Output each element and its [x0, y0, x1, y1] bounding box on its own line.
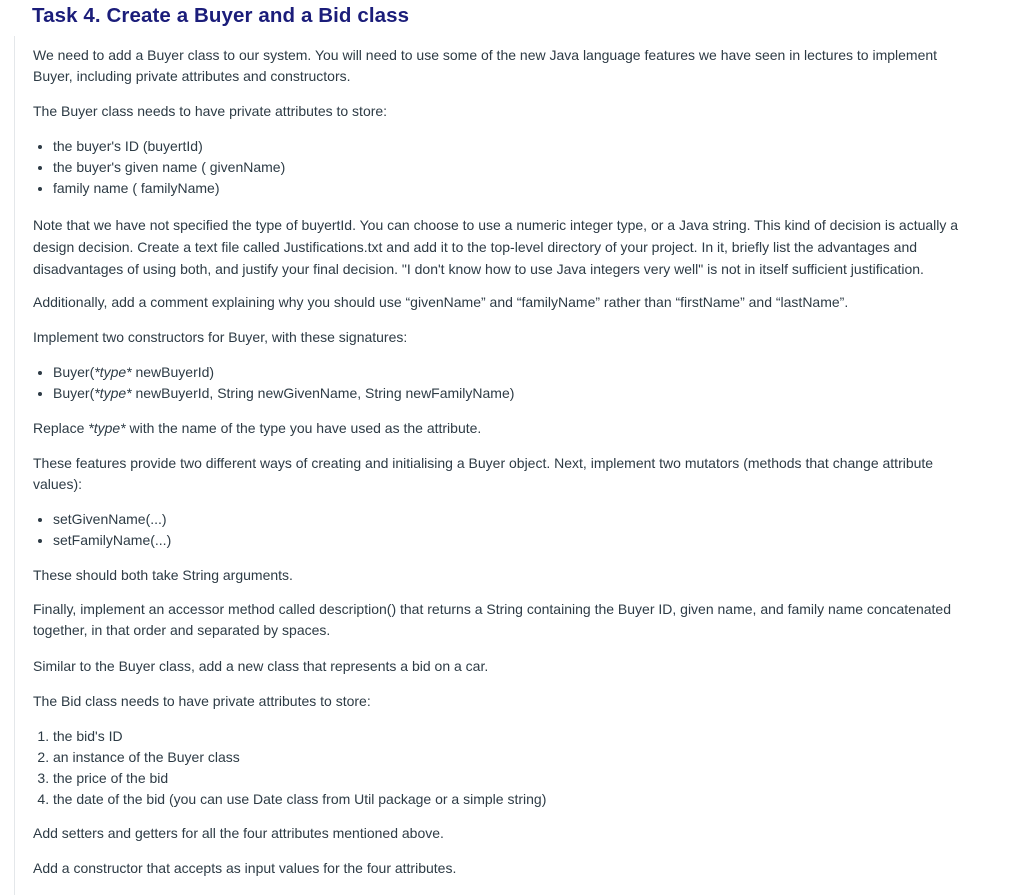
- constructor-paragraph: Add a constructor that accepts as input values for the four attributes.: [33, 860, 457, 876]
- comment-paragraph: Additionally, add a comment explaining why you should use “givenName” and “familyName” rather than “firstName” and “lastName”.: [33, 294, 849, 310]
- list-item: [53, 383, 993, 404]
- intro-paragraph: We need to add a Buyer class to our system. You will need to use some of the new Java language features we have seen in lectures to implement Buyer, including private attributes and constructors.: [33, 47, 938, 84]
- list-item: [53, 362, 993, 383]
- list-item: 2. an instance of the Buyer class: [53, 747, 993, 768]
- constructor-prefix: Buyer(: [53, 364, 95, 380]
- task-content: [14, 36, 1024, 895]
- bid-class-intro: Similar to the Buyer class, add a new class that represents a bid on a car.: [33, 658, 489, 674]
- setters-getters-paragraph: Add setters and getters for all the four attributes mentioned above.: [33, 825, 444, 841]
- list-item: • setFamilyName(...): [53, 530, 993, 551]
- type-placeholder: *type*: [94, 385, 132, 401]
- page-title: Task 4. Create a Buyer and a Bid class: [32, 4, 410, 27]
- type-placeholder: *type*: [88, 420, 126, 436]
- list-item: 1. the bid's ID: [53, 726, 993, 747]
- list-item: 4. the date of the bid (you can use Date class from Util package or a simple string): [53, 789, 993, 810]
- constructor-params: newBuyerId, String newGivenName, String newFamilyName): [131, 385, 515, 401]
- string-arguments-paragraph: These should both take String arguments.: [33, 567, 293, 583]
- replace-type-paragraph: [33, 418, 973, 439]
- mutators-list: [33, 509, 993, 551]
- buyer-attributes-list: [33, 136, 993, 199]
- bid-attributes-list: [33, 726, 993, 810]
- constructors-intro: Implement two constructors for Buyer, with these signatures:: [33, 329, 408, 345]
- mutators-intro: These features provide two different ways of creating and initialising a Buyer object. Next, implement two mutators (methods that change attribute values):: [33, 455, 934, 492]
- constructors-list: [33, 362, 993, 404]
- list-item: • the buyer's given name ( givenName): [53, 157, 993, 178]
- bid-attributes-intro: The Bid class needs to have private attributes to store:: [33, 693, 371, 709]
- constructor-prefix: Buyer(: [53, 385, 95, 401]
- list-item: • family name ( familyName): [53, 178, 993, 199]
- buyer-attributes-intro: The Buyer class needs to have private attributes to store:: [33, 103, 388, 119]
- type-placeholder: *type*: [94, 364, 132, 380]
- replace-text: Replace: [33, 420, 89, 436]
- design-decision-paragraph: Note that we have not specified the type of buyertId. You can choose to use a numeric integer type, or a Java string. This kind of decision is actually a design decision. Create a text file called Justifications.txt and add it to the top-level directory of your project. In it, briefly list the advantages and disadvantages of using both, and justify your final decision. "I don't know how to use Java integers very well" is not in itself sufficient justification.: [33, 217, 959, 277]
- list-item: 3. the price of the bid: [53, 768, 993, 789]
- accessor-paragraph: Finally, implement an accessor method called description() that returns a String containing the Buyer ID, given name, and family name concatenated together, in that order and separated by spaces.: [33, 601, 951, 638]
- replace-text: with the name of the type you have used as the attribute.: [125, 420, 482, 436]
- list-item: • the buyer's ID (buyertId): [53, 136, 993, 157]
- list-item: • setGivenName(...): [53, 509, 993, 530]
- constructor-params: newBuyerId): [131, 364, 215, 380]
